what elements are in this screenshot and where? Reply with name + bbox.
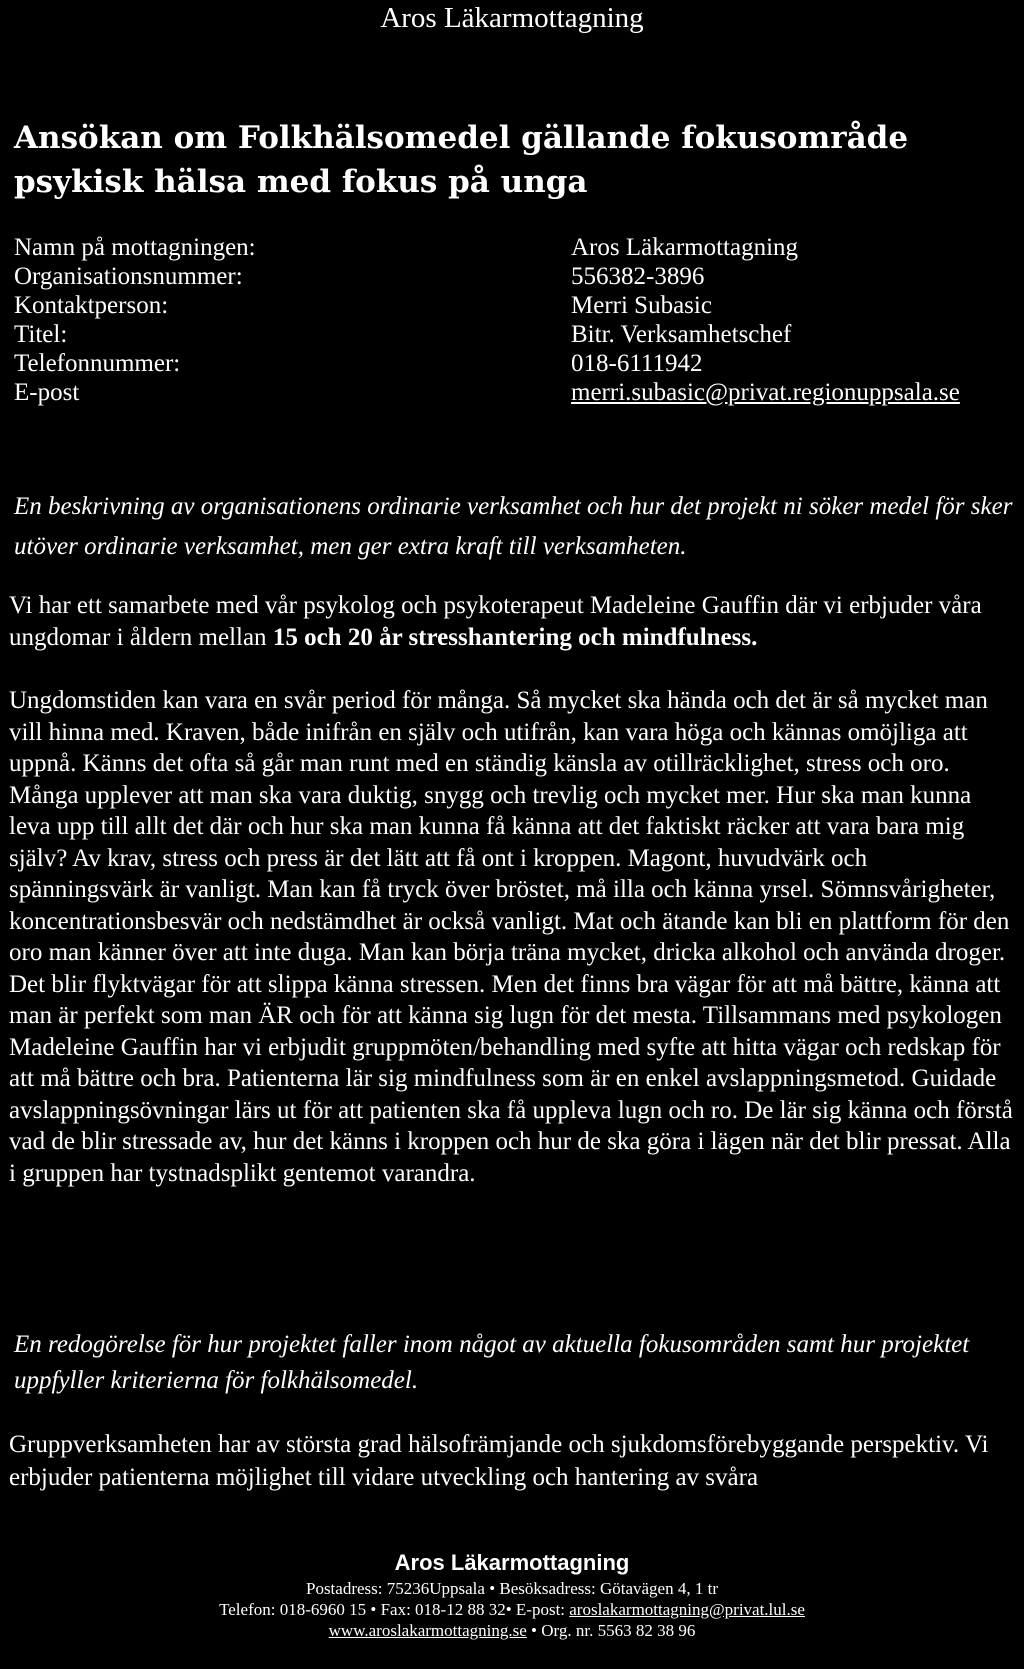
section-1-paragraph-2: Ungdomstiden kan vara en svår period för många. Så mycket ska hända och det är så mycket man vill hinna med. Kraven, både inifrån en själv och utifrån, kan vara höga och kännas omöjliga att uppnå. Känns det ofta så går man runt med en ständig känsla av otillräcklighet, stress och oro. Många upplever att man ska vara duktig, snygg och trevlig och mycket mer. Hur ska man kunna leva upp till allt det där och hur ska man kunna få känna att det faktiskt räcker att vara bara mig själv? Av krav, stress och press är det lätt att få ont i kroppen. Magont, huvudvärk och spänningsvärk är vanligt. Man kan få tryck över bröstet, må illa och känna yrsel. Sömnsvårigheter, koncentrationsbesvär och nedstämdhet är också vanligt. Mat och ätande kan bli en plattform för den oro man känner över att inte duga. Man kan börja träna mycket, dricka alkohol och använda droger. Det blir flyktvägar för att slippa känna stressen. Men det finns bra vägar för att må bättre, känna att man är perfekt som man ÄR och för att känna sig lugn för det mesta. Tillsammans med psykologen Madeleine Gauffin har vi erbjudit gruppmöten/behandling med syfte att hitta vägar och redskap för att må bättre och bra. Patienterna lär sig mindfulness som är en enkel avslappningsmetod. Guidade avslappningsövningar lärs ut för att patienten ska få uppleva lugn och ro. De lär sig känna och förstå vad de blir stressade av, hur det känns i kroppen och hur de ska göra i lägen när det blir pressat. Alla i gruppen har tystnadsplikt gentemot varandra. <box>9 687 1013 1187</box>
top-header-company: Aros Läkarmottagning <box>380 2 644 34</box>
info-row-title <box>14 320 1014 349</box>
section-1-prompt: En beskrivning av organisationens ordinarie verksamhet och hur det projekt ni söker medel för sker utöver ordinarie verksamhet, men ger extra kraft till verksamheten. <box>14 493 1013 560</box>
document-title: Ansökan om Folkhälsomedel gällande fokusområde psykisk hälsa med fokus på unga <box>14 120 909 200</box>
info-label: Namn på mottagningen: <box>14 234 256 261</box>
section-2-prompt: En redogörelse för hur projektet faller inom något av aktuella fokusområden samt hur projektet uppfyller kriterierna för folkhälsomedel. <box>14 1331 970 1394</box>
footer-phone-fax: Telefon: 018-6960 15 • Fax: 018-12 88 32• E-post: <box>219 1600 570 1619</box>
info-row-name <box>14 233 1014 262</box>
info-value: 556382-3896 <box>571 263 705 290</box>
info-label: Telefonnummer: <box>14 350 181 377</box>
footer-orgnr: • Org. nr. 5563 82 38 96 <box>531 1621 696 1640</box>
footer-email-link[interactable]: aroslakarmottagning@privat.lul.se <box>569 1600 805 1619</box>
footer-website-link[interactable]: www.aroslakarmottagning.se <box>328 1621 527 1640</box>
footer-contact-line <box>0 1599 1024 1620</box>
paragraph-text: Vi har ett samarbete med vår psykolog och psykoterapeut Madeleine Gauffin där vi erbjuder våra ungdomar i åldern mellan <box>9 592 982 651</box>
info-value: Bitr. Verksamhetschef <box>571 321 792 348</box>
footer-web-line <box>0 1620 1024 1641</box>
section-2-paragraph: Gruppverksamheten har av största grad hälsofrämjande och sjukdomsförebyggande perspektiv. Vi erbjuder patienterna möjlighet till vidare utveckling och hantering av svåra <box>9 1431 989 1491</box>
footer-address: Postadress: 75236Uppsala • Besöksadress: Götavägen 4, 1 tr <box>305 1579 718 1598</box>
info-row-contact <box>14 291 1014 320</box>
info-row-email <box>14 378 1014 407</box>
footer-company: Aros Läkarmottagning <box>394 1550 630 1575</box>
info-label: Titel: <box>14 321 68 348</box>
info-row-orgnumber <box>14 262 1014 291</box>
info-value: Aros Läkarmottagning <box>571 234 799 261</box>
info-label: Organisationsnummer: <box>14 263 243 290</box>
info-value: 018-6111942 <box>571 350 703 377</box>
email-link[interactable]: merri.subasic@privat.regionuppsala.se <box>571 379 960 406</box>
info-label: Kontaktperson: <box>14 292 169 319</box>
footer <box>0 1548 1024 1641</box>
section-1-paragraph-1 <box>9 590 1014 654</box>
contact-info-block <box>14 233 1014 407</box>
info-value: Merri Subasic <box>571 292 712 319</box>
info-row-phone <box>14 349 1014 378</box>
paragraph-bold-text: 15 och 20 år stresshantering och mindfulness. <box>272 624 758 651</box>
info-label: E-post <box>14 379 80 406</box>
